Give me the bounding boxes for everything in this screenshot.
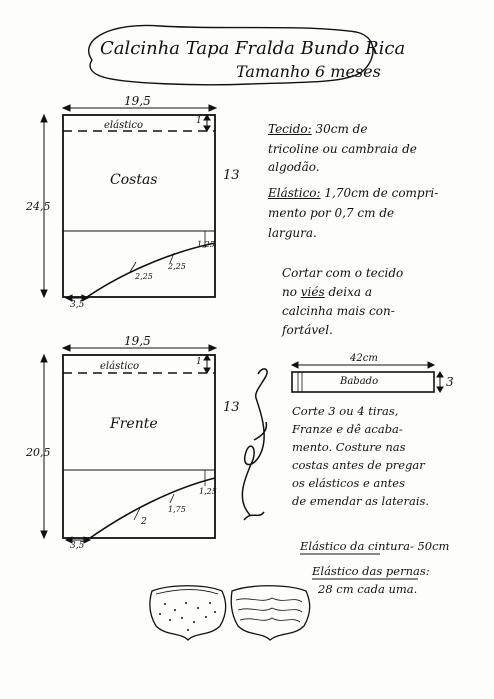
frente-dim-2: 1,75 xyxy=(168,505,186,514)
panties-sketch-right xyxy=(231,586,309,640)
note-cortar-line-3: calcinha mais con- xyxy=(282,304,395,318)
note-cortar-line-1: Cortar com o tecido xyxy=(282,266,404,280)
costas-dim-3: 2,25 xyxy=(168,262,186,271)
note-cortar-line-4: fortável. xyxy=(282,323,333,337)
costas-height: 24,5 xyxy=(26,200,51,213)
note-cortar-vies: viés xyxy=(300,285,325,299)
frente-piece xyxy=(41,345,216,543)
note-tecido-line-3: algodão. xyxy=(268,160,320,174)
title-line-1: Calcinha Tapa Fralda Bundo Rica xyxy=(100,38,406,59)
corte-line-1: Corte 3 ou 4 tiras, xyxy=(292,404,399,418)
note-tecido-key: Tecido: xyxy=(268,122,312,136)
costas-elastic-label: elástico xyxy=(104,120,144,131)
frente-elastic-mark: 1 xyxy=(196,357,202,367)
costas-dim-2: 2,25 xyxy=(135,272,153,281)
note-cortar-deixa: deixa a xyxy=(324,285,372,299)
babado-height: 3 xyxy=(446,375,454,389)
corte-line-5: os elásticos e antes xyxy=(292,476,405,490)
frente-dim-1: 1,25 xyxy=(199,487,217,496)
polka-dots xyxy=(159,602,216,631)
frente-upper-height: 13 xyxy=(223,400,240,415)
corte-line-6: de emendar as laterais. xyxy=(292,494,430,508)
note-elastico-line-3: largura. xyxy=(268,226,317,240)
corte-line-2: Franze e dê acaba- xyxy=(292,422,403,436)
note-cortar-line-2 xyxy=(282,285,372,299)
costas-label: Costas xyxy=(110,172,158,188)
babado-width: 42cm xyxy=(350,353,378,364)
cintura-key: Elástico da cintura xyxy=(300,539,410,553)
title-line-2: Tamanho 6 meses xyxy=(236,62,381,81)
panties-sketch-left xyxy=(150,586,226,640)
note-tecido-line-2: tricoline ou cambraia de xyxy=(268,142,417,156)
costas-bottom: 3,5 xyxy=(70,300,85,310)
note-elastico-line-1 xyxy=(268,186,438,200)
note-tecido-line-1 xyxy=(268,122,367,136)
costas-elastic-mark: 1 xyxy=(196,116,202,126)
signature-mark xyxy=(242,369,267,520)
note-elastico-key: Elástico: xyxy=(268,186,321,200)
cintura-value: - 50cm xyxy=(409,539,450,553)
pernas-key: Elástico das pernas xyxy=(312,564,426,578)
cintura-line xyxy=(300,539,449,553)
frente-bottom: 3,5 xyxy=(70,541,85,551)
frente-height: 20,5 xyxy=(26,446,51,459)
costas-dim-1: 1,25 xyxy=(197,240,215,249)
note-tecido-value: 30cm de xyxy=(311,122,368,136)
note-elastico-line-2: mento por 0,7 cm de xyxy=(268,206,395,220)
pernas-colon: : xyxy=(425,564,430,578)
pernas-line-1 xyxy=(312,564,430,578)
frente-elastic-label: elástico xyxy=(100,361,140,372)
corte-line-4: costas antes de pregar xyxy=(292,458,425,472)
frente-label: Frente xyxy=(110,416,158,432)
costas-piece xyxy=(41,105,216,301)
note-cortar-no: no xyxy=(282,285,301,299)
note-elastico-value: 1,70cm de compri- xyxy=(320,186,439,200)
corte-line-3: mento. Costure nas xyxy=(292,440,406,454)
pernas-line-2: 28 cm cada uma. xyxy=(318,582,418,596)
costas-width: 19,5 xyxy=(124,94,151,108)
babado-label: Babado xyxy=(340,376,379,387)
costas-upper-height: 13 xyxy=(223,168,240,183)
frente-width: 19,5 xyxy=(124,334,151,348)
frente-dim-3: 2 xyxy=(141,517,147,527)
